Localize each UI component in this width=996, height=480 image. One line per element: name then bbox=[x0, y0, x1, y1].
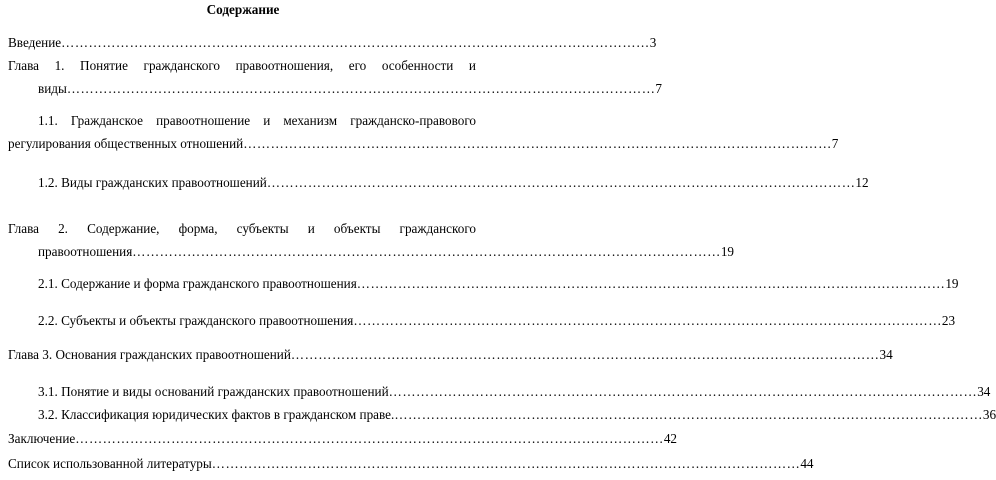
leader-dots: ………………………………………………………………………………………………………………… bbox=[61, 35, 650, 50]
toc-page-number: 34 bbox=[879, 347, 893, 362]
toc-chapter-3 bbox=[8, 347, 893, 363]
leader-dots: ………………………………………………………………………………………………………………… bbox=[243, 136, 832, 151]
leader-dots: ………………………………………………………………………………………………………………… bbox=[353, 313, 942, 328]
toc-entry-label: 3.1. Понятие и виды оснований гражданских правоотношений bbox=[38, 384, 389, 399]
toc-entry-label: Список использованной литературы bbox=[8, 456, 212, 471]
leader-dots: ………………………………………………………………………………………………………………… bbox=[290, 347, 880, 362]
toc-chapter-1-line1: Глава 1. Понятие гражданского правоотношения, его особенности и bbox=[8, 58, 476, 73]
toc-page-number: 42 bbox=[663, 431, 678, 446]
toc-page-number: 44 bbox=[800, 456, 814, 471]
toc-entry-label: 2.1. Содержание и форма гражданского правоотношения bbox=[38, 276, 357, 291]
toc-page-number: 12 bbox=[855, 175, 869, 190]
toc-section-1-1 bbox=[8, 136, 839, 152]
toc-section-2-1 bbox=[38, 276, 959, 292]
leader-dots: ………………………………………………………………………………………………………………… bbox=[75, 431, 664, 446]
leader-dots: ………………………………………………………………………………………………………………… bbox=[66, 81, 656, 96]
toc-entry-label: 1.2. Виды гражданских правоотношений bbox=[38, 175, 267, 190]
toc-chapter-2 bbox=[38, 244, 735, 260]
leader-dots: ………………………………………………………………………………………………………………… bbox=[211, 456, 801, 471]
toc-entry-conclusion bbox=[8, 431, 678, 447]
toc-page-number: 19 bbox=[720, 244, 735, 259]
toc-page-number: 36 bbox=[982, 407, 996, 422]
toc-title: Содержание bbox=[206, 2, 280, 17]
toc-entry-label: виды bbox=[38, 81, 67, 96]
toc-page-number: 23 bbox=[941, 313, 956, 328]
toc-entry-references bbox=[8, 456, 814, 472]
toc-chapter-2-line1: Глава 2. Содержание, форма, субъекты и объекты гражданского bbox=[8, 221, 476, 236]
toc-section-1-1-line1: 1.1. Гражданское правоотношение и механизм гражданско-правового bbox=[38, 113, 476, 128]
toc-section-3-2 bbox=[38, 407, 996, 423]
toc-page-number: 7 bbox=[655, 81, 663, 96]
toc-entry-label: 3.2. Классификация юридических фактов в гражданском праве. bbox=[38, 407, 395, 422]
toc-entry-label: Введение bbox=[8, 35, 62, 50]
toc-entry-label: регулирования общественных отношений bbox=[8, 136, 244, 151]
toc-page-number: 34 bbox=[977, 384, 991, 399]
toc-entry-label: правоотношения bbox=[38, 244, 133, 259]
leader-dots: ………………………………………………………………………………………………………………… bbox=[132, 244, 721, 259]
leader-dots: ………………………………………………………………………………………………………………… bbox=[356, 276, 946, 291]
toc-page-number: 3 bbox=[649, 35, 657, 50]
toc-page-number: 19 bbox=[945, 276, 959, 291]
toc-entry-label: Заключение bbox=[8, 431, 76, 446]
toc-entry-intro bbox=[8, 35, 657, 51]
toc-section-3-1 bbox=[38, 384, 991, 400]
toc-section-2-2 bbox=[38, 313, 956, 329]
toc-page-number: 7 bbox=[831, 136, 839, 151]
leader-dots: ………………………………………………………………………………………………………………… bbox=[394, 407, 983, 422]
toc-entry-label: Глава 3. Основания гражданских правоотношений bbox=[8, 347, 291, 362]
leader-dots: ………………………………………………………………………………………………………………… bbox=[388, 384, 978, 399]
toc-entry-label: 2.2. Субъекты и объекты гражданского правоотношения bbox=[38, 313, 354, 328]
toc-section-1-2 bbox=[38, 175, 869, 191]
leader-dots: ………………………………………………………………………………………………………………… bbox=[266, 175, 856, 190]
toc-chapter-1 bbox=[38, 81, 663, 97]
